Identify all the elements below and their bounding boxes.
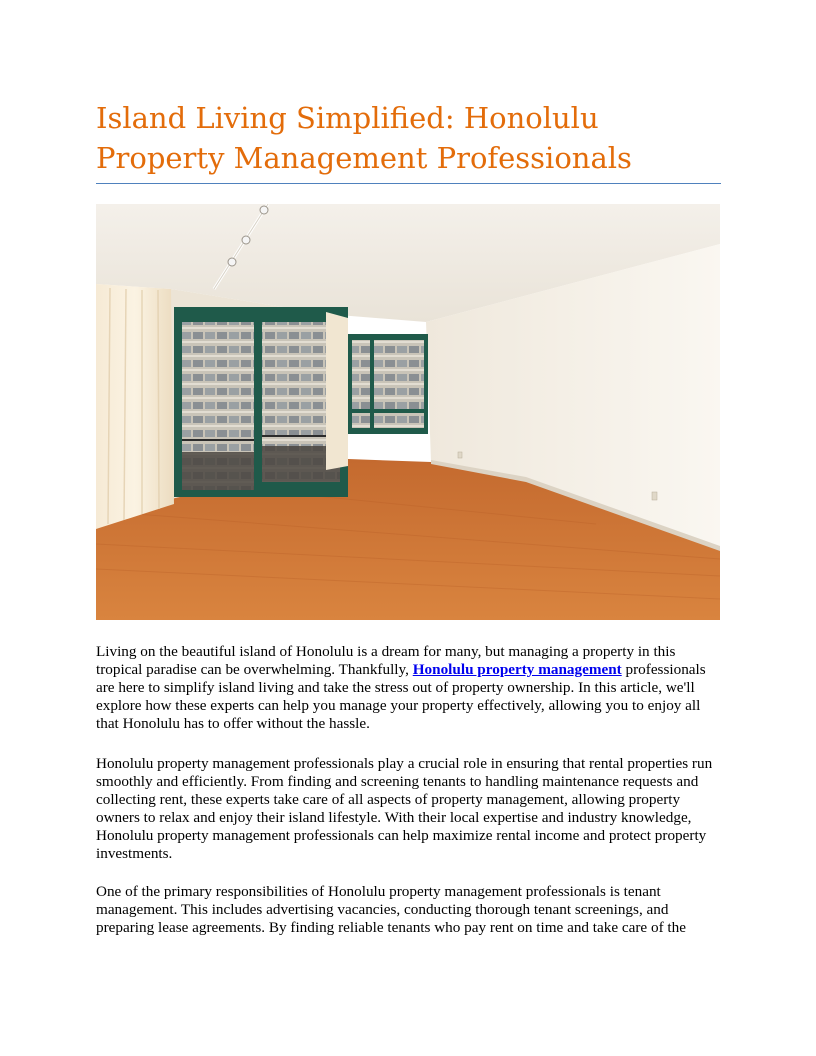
paragraph-2: Honolulu property management professionals play a crucial role in ensuring that rental properties run smoothly and efficiently. From finding and screening tenants to handling maintenance requests and collecting rent, these experts take care of all aspects of property management, allowing property owners to relax and enjoy their island lifestyle. With their local expertise and industry knowledge, Honolulu property management professionals can help maximize rental income and protect property investments.: [96, 755, 713, 862]
paragraph-1-text-end: professionals are here to simplify island living and take the stress out of property ownership. In this article, we'll explore how these experts can help you manage your property effectively, allowing you to enjoy all that Honolulu has to offer without the hassle.: [96, 661, 706, 732]
paragraph-1: [96, 643, 722, 733]
honolulu-property-management-link[interactable]: Honolulu property management: [412, 661, 622, 678]
article-title: [96, 98, 736, 178]
paragraph-1-text-start: Living on the beautiful island of Honolulu is a dream for many, but managing a property in this tropical paradise can be overwhelming. Thankfully,: [96, 643, 676, 678]
title-underline: [96, 183, 721, 184]
title-line-1: Island Living Simplified: Honolulu: [96, 101, 599, 135]
paragraph-3: One of the primary responsibilities of Honolulu property management professionals is tenant management. This includes advertising vacancies, conducting thorough tenant screenings, and preparing lease agreements. By finding reliable tenants who pay rent on time and take care of the: [96, 883, 686, 936]
title-line-2: Property Management Professionals: [96, 141, 632, 175]
apartment-photo: [96, 204, 720, 620]
